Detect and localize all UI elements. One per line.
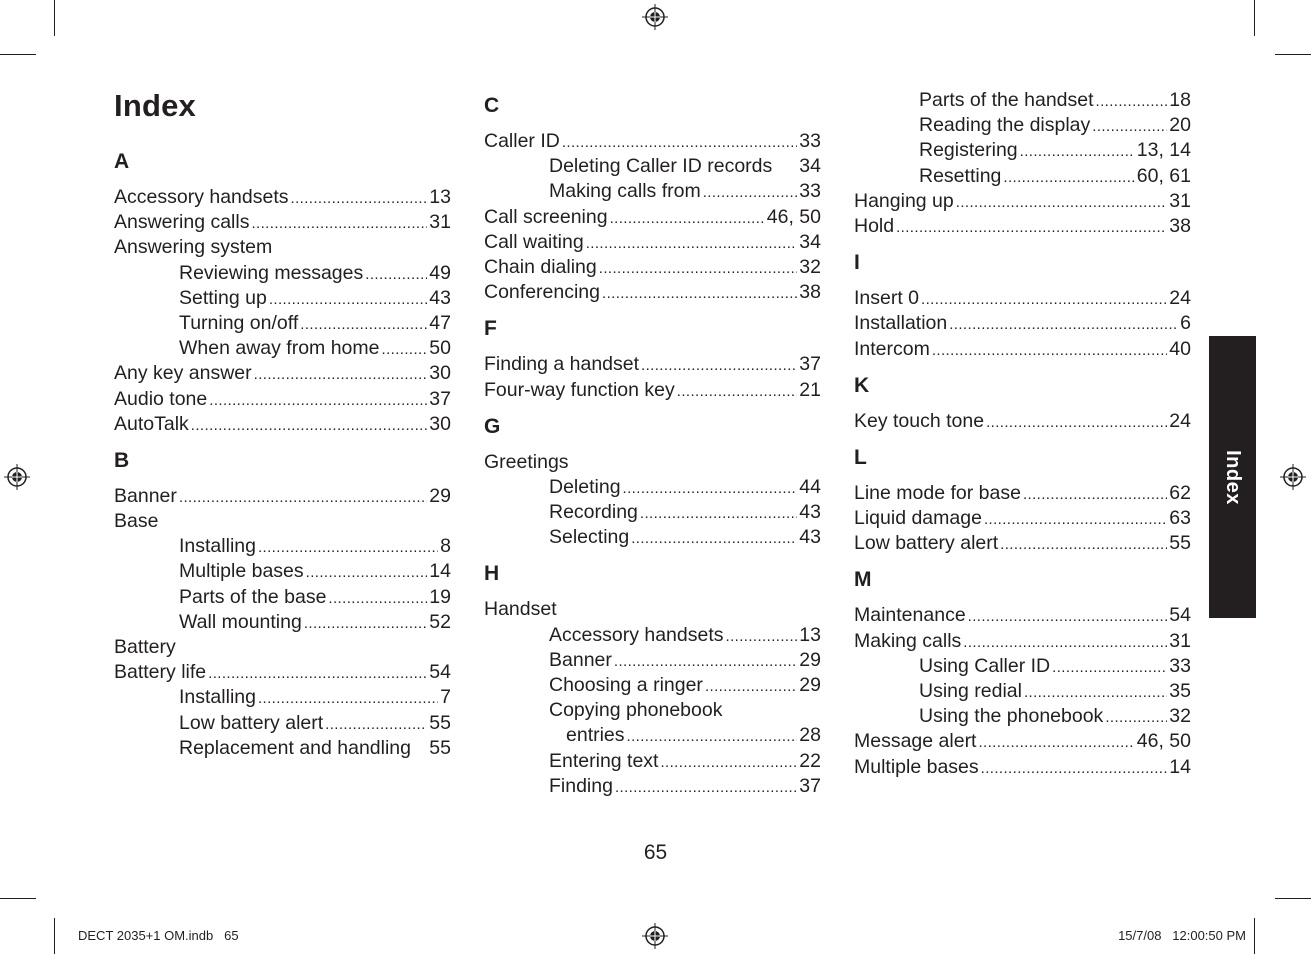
index-entry-term: Reviewing messages xyxy=(179,261,364,284)
index-entry xyxy=(114,685,451,710)
dot-leader xyxy=(586,231,798,256)
index-entry xyxy=(484,450,821,475)
dot-leader xyxy=(254,362,428,387)
index-entry xyxy=(114,534,451,559)
index-entry-term: Multiple bases xyxy=(854,755,979,778)
index-entry-page: 31 xyxy=(1169,189,1191,212)
index-entry-page: 22 xyxy=(799,749,821,772)
section-tab xyxy=(1209,336,1256,618)
index-column-2 xyxy=(484,88,821,799)
index-entry-term: Copying phonebook xyxy=(549,699,723,722)
index-entry-page: 40 xyxy=(1169,337,1191,360)
dot-leader xyxy=(660,750,797,775)
index-entry-term: Maintenance xyxy=(854,604,966,627)
index-entry-term: Accessory handsets xyxy=(114,186,289,208)
dot-leader xyxy=(258,535,438,560)
index-entry-page: 49 xyxy=(429,261,451,284)
dot-leader xyxy=(306,560,428,585)
index-entry-page: 37 xyxy=(799,774,821,797)
index-entry xyxy=(484,129,821,154)
dot-leader xyxy=(968,604,1168,629)
dot-leader xyxy=(978,730,1134,755)
index-entry xyxy=(854,506,1191,531)
index-entry-term: Choosing a ringer xyxy=(549,674,703,696)
index-entry-term: Banner xyxy=(114,484,177,507)
index-entry xyxy=(114,660,451,685)
index-entry-term: Installing xyxy=(179,535,256,558)
index-entry xyxy=(114,235,451,260)
dot-leader xyxy=(949,312,1178,337)
dot-leader xyxy=(258,686,438,711)
index-entry-term: Accessory handsets xyxy=(549,623,724,646)
index-entry xyxy=(114,509,451,534)
index-entry-term: Low battery alert xyxy=(854,532,999,555)
index-entry-term: Insert 0 xyxy=(854,287,920,310)
index-entry-term: Reading the display xyxy=(919,114,1091,137)
index-entry xyxy=(854,164,1191,189)
index-entry-term: Installing xyxy=(179,686,256,709)
index-entry xyxy=(854,729,1191,754)
dot-leader xyxy=(1020,139,1135,164)
index-entry-page: 44 xyxy=(799,475,821,498)
index-entry xyxy=(114,336,451,361)
dot-leader xyxy=(921,287,1167,312)
dot-leader xyxy=(251,211,427,236)
dot-leader xyxy=(382,337,428,362)
index-entry-term: Message alert xyxy=(854,730,977,753)
index-entry xyxy=(854,755,1191,780)
index-entry-page: 14 xyxy=(1169,755,1191,778)
index-entry xyxy=(854,679,1191,704)
print-slug-file: DECT 2035+1 OM.indb 65 xyxy=(78,928,239,943)
index-entry xyxy=(114,185,451,210)
index-letter-heading: A xyxy=(114,150,130,173)
index-entry xyxy=(114,484,451,509)
index-entry-term: Installation xyxy=(854,312,948,335)
index-entry-term: Hanging up xyxy=(854,189,954,212)
index-entry xyxy=(114,387,451,412)
index-entry-term: Deleting xyxy=(549,475,621,498)
index-letter-heading: C xyxy=(484,94,500,117)
index-entry-term: Parts of the base xyxy=(179,585,327,608)
print-slug-timestamp: 15/7/08 12:00:50 PM xyxy=(1118,928,1246,943)
dot-leader xyxy=(640,501,797,526)
index-entry-page: 7 xyxy=(440,686,451,709)
dot-leader xyxy=(291,186,428,211)
index-entry xyxy=(484,698,821,723)
index-entry-page: 32 xyxy=(1169,705,1191,728)
index-entry-term: Answering calls xyxy=(114,211,250,234)
index-entry xyxy=(484,623,821,648)
index-entry xyxy=(854,311,1191,336)
index-entry-term: entries xyxy=(566,724,625,747)
dot-leader xyxy=(208,661,427,686)
dot-leader xyxy=(631,526,797,551)
dot-leader xyxy=(1000,532,1167,557)
crop-mark xyxy=(0,54,36,55)
index-entry xyxy=(114,635,451,660)
index-entry xyxy=(114,311,451,336)
index-letter-heading: L xyxy=(854,445,867,469)
index-letter-heading: G xyxy=(484,414,501,438)
index-entry-term: Handset xyxy=(484,598,557,621)
index-entry xyxy=(854,629,1191,654)
index-entry-page: 62 xyxy=(1169,481,1191,504)
index-entry xyxy=(114,559,451,584)
dot-leader xyxy=(677,379,798,404)
index-entry xyxy=(114,361,451,386)
index-entry-page: 60, 61 xyxy=(1136,164,1191,187)
index-entry-page: 55 xyxy=(429,711,451,734)
index-entry-term: Line mode for base xyxy=(854,481,1021,504)
index-entry-page: 32 xyxy=(799,255,821,278)
index-entry-term: Battery xyxy=(114,636,176,658)
index-entry xyxy=(854,409,1191,434)
dot-leader xyxy=(1023,482,1167,507)
index-entry-page: 20 xyxy=(1169,114,1191,137)
index-entry-page: 13 xyxy=(799,623,821,646)
index-entry-page: 43 xyxy=(799,526,821,549)
index-entry xyxy=(854,337,1191,362)
index-entry xyxy=(854,113,1191,138)
index-entry-page: 13, 14 xyxy=(1136,139,1191,162)
index-entry-page: 54 xyxy=(429,661,451,684)
crop-mark xyxy=(54,0,55,36)
index-entry-page: 55 xyxy=(429,736,451,759)
index-entry-page: 47 xyxy=(429,311,451,334)
registration-mark-icon xyxy=(642,923,668,949)
registration-mark-icon xyxy=(1280,464,1306,490)
dot-leader xyxy=(703,180,798,205)
crop-mark xyxy=(1275,898,1311,899)
index-entry xyxy=(484,597,821,622)
index-entry xyxy=(484,525,821,550)
index-entry-page: 35 xyxy=(1169,680,1191,702)
index-entry xyxy=(114,210,451,235)
index-entry xyxy=(484,280,821,305)
index-entry-page: 63 xyxy=(1169,507,1191,530)
index-entry-term: Liquid damage xyxy=(854,507,982,530)
dot-leader xyxy=(623,476,798,501)
dot-leader xyxy=(300,312,427,337)
dot-leader xyxy=(614,649,797,674)
index-entry-term: When away from home xyxy=(179,337,380,360)
index-entry xyxy=(114,412,451,437)
index-entry-page: 21 xyxy=(799,378,821,401)
dot-leader xyxy=(705,674,797,699)
index-entry xyxy=(484,179,821,204)
index-entry xyxy=(114,711,451,736)
index-entry-term: Turning on/off xyxy=(179,311,299,334)
dot-leader xyxy=(1105,705,1167,730)
index-letter-heading: K xyxy=(854,373,870,397)
index-letter-heading: H xyxy=(484,562,500,586)
dot-leader xyxy=(986,410,1167,435)
index-entry-term: Entering text xyxy=(549,749,659,772)
index-entry-page: 54 xyxy=(1169,604,1191,627)
index-entry-term: Call screening xyxy=(484,205,608,228)
index-entry xyxy=(484,255,821,280)
index-entry-page: 6 xyxy=(1180,312,1191,335)
index-entry-term: Base xyxy=(114,510,159,533)
dot-leader xyxy=(304,611,427,636)
index-entry-term: Finding a handset xyxy=(484,353,640,376)
index-entry xyxy=(484,378,821,403)
dot-leader xyxy=(896,215,1167,240)
index-entry xyxy=(484,774,821,799)
index-entry-page: 46, 50 xyxy=(766,205,821,228)
index-entry-term: Using the phonebook xyxy=(919,705,1104,728)
index-entry-page: 31 xyxy=(1169,629,1191,652)
index-entry-page: 14 xyxy=(429,560,451,583)
index-entry-term: Greetings xyxy=(484,450,569,473)
dot-leader xyxy=(562,130,797,155)
index-entry-page: 30 xyxy=(429,412,451,435)
index-entry xyxy=(484,500,821,525)
index-entry xyxy=(854,138,1191,163)
dot-leader xyxy=(932,338,1167,363)
index-entry-term: Parts of the handset xyxy=(919,89,1094,111)
dot-leader xyxy=(984,507,1167,532)
index-column-3 xyxy=(854,88,1191,780)
index-entry xyxy=(854,286,1191,311)
index-entry-term: Any key answer xyxy=(114,362,252,385)
page-title: Index xyxy=(114,88,196,123)
index-entry xyxy=(854,654,1191,679)
dot-leader xyxy=(269,287,427,312)
index-entry-page: 29 xyxy=(799,674,821,696)
index-entry-term: Using redial xyxy=(919,680,1022,702)
registration-mark-icon xyxy=(642,4,668,30)
dot-leader xyxy=(641,353,797,378)
index-entry-term: AutoTalk xyxy=(114,412,189,435)
index-entry xyxy=(854,481,1191,506)
dot-leader xyxy=(1096,89,1168,114)
index-entry xyxy=(484,205,821,230)
index-entry-page: 31 xyxy=(429,211,451,234)
index-entry-page: 34 xyxy=(799,230,821,253)
index-entry-page: 55 xyxy=(1169,532,1191,555)
index-entry xyxy=(484,673,821,698)
index-entry-page: 13 xyxy=(429,186,451,208)
dot-leader xyxy=(615,775,797,800)
index-letter-heading: B xyxy=(114,448,130,472)
index-entry-page: 37 xyxy=(799,353,821,376)
index-entry-term: Wall mounting xyxy=(179,610,302,633)
index-entry-term: Making calls from xyxy=(549,180,701,203)
index-entry-term: Conferencing xyxy=(484,281,600,304)
index-entry-term: Call waiting xyxy=(484,230,584,253)
dot-leader xyxy=(1024,680,1167,705)
dot-leader xyxy=(963,630,1167,655)
index-entry-page: 38 xyxy=(799,281,821,304)
dot-leader xyxy=(191,413,428,438)
index-entry xyxy=(854,88,1191,113)
index-entry-page: 8 xyxy=(440,535,451,558)
index-entry xyxy=(114,261,451,286)
index-entry xyxy=(854,603,1191,628)
index-entry-term: Setting up xyxy=(179,286,267,309)
index-entry-term: Deleting Caller ID records xyxy=(549,155,773,178)
dot-leader xyxy=(328,586,427,611)
index-entry xyxy=(854,704,1191,729)
index-entry-page: 52 xyxy=(429,610,451,633)
index-entry xyxy=(114,286,451,311)
index-entry-page: 46, 50 xyxy=(1136,730,1191,753)
registration-mark-icon xyxy=(4,464,30,490)
index-entry-term: Four-way function key xyxy=(484,378,675,401)
index-entry-term: Resetting xyxy=(919,164,1002,187)
index-entry-page: 43 xyxy=(429,286,451,309)
index-entry xyxy=(484,723,821,748)
index-entry xyxy=(854,189,1191,214)
crop-mark xyxy=(1254,918,1255,954)
dot-leader xyxy=(599,256,798,281)
page-number: 65 xyxy=(643,841,668,864)
index-entry xyxy=(114,585,451,610)
index-entry xyxy=(114,610,451,635)
index-entry-term: Intercom xyxy=(854,337,930,360)
dot-leader xyxy=(956,190,1168,215)
index-entry-page: 34 xyxy=(799,155,821,178)
index-entry-term: Chain dialing xyxy=(484,255,597,278)
index-entry-term: Key touch tone xyxy=(854,409,985,432)
index-entry xyxy=(484,352,821,377)
index-entry-term: Answering system xyxy=(114,236,273,259)
dot-leader xyxy=(325,712,427,737)
index-entry-term: Low battery alert xyxy=(179,711,324,734)
index-entry-term: Recording xyxy=(549,501,638,524)
index-entry-term: Caller ID xyxy=(484,130,560,152)
index-entry-page: 24 xyxy=(1169,287,1191,310)
index-entry xyxy=(854,531,1191,556)
index-entry xyxy=(484,230,821,255)
index-entry-page: 24 xyxy=(1169,409,1191,432)
index-entry-term: Battery life xyxy=(114,661,207,684)
dot-leader xyxy=(627,724,798,749)
index-letter-heading: I xyxy=(854,251,860,275)
index-entry-page: 19 xyxy=(429,585,451,608)
dot-leader xyxy=(726,624,798,649)
index-entry-page: 50 xyxy=(429,337,451,360)
crop-mark xyxy=(0,898,36,899)
index-entry-page: 43 xyxy=(799,501,821,524)
dot-leader xyxy=(981,756,1168,781)
dot-leader xyxy=(1052,655,1167,680)
index-entry xyxy=(484,154,821,179)
dot-leader xyxy=(1092,114,1167,139)
index-entry-term: Multiple bases xyxy=(179,560,304,583)
index-entry-page: 28 xyxy=(799,724,821,747)
section-tab-label: Index xyxy=(1222,449,1244,505)
dot-leader xyxy=(179,485,427,510)
index-entry-term: Replacement and handling xyxy=(179,736,412,759)
index-entry-term: Hold xyxy=(854,214,895,237)
dot-leader xyxy=(602,281,797,306)
index-entry-term: Finding xyxy=(549,774,613,797)
index-entry-term: Audio tone xyxy=(114,387,208,410)
index-entry-term: Making calls xyxy=(854,629,962,652)
dot-leader xyxy=(610,206,765,231)
index-entry-term: Selecting xyxy=(549,526,630,549)
index-entry-page: 33 xyxy=(799,180,821,203)
dot-leader xyxy=(209,388,427,413)
index-entry xyxy=(114,736,451,761)
index-entry-page: 33 xyxy=(799,130,821,152)
crop-mark xyxy=(1275,54,1311,55)
index-entry-page: 29 xyxy=(429,484,451,507)
dot-leader xyxy=(1003,165,1134,190)
index-entry xyxy=(484,749,821,774)
index-entry xyxy=(484,475,821,500)
index-entry-page: 33 xyxy=(1169,654,1191,677)
index-column-1 xyxy=(114,144,451,761)
index-letter-heading: F xyxy=(484,317,497,341)
index-entry-page: 29 xyxy=(799,648,821,671)
crop-mark xyxy=(1254,0,1255,36)
index-entry xyxy=(484,648,821,673)
crop-mark xyxy=(54,918,55,954)
index-entry-page: 37 xyxy=(429,387,451,410)
index-entry-term: Using Caller ID xyxy=(919,654,1051,677)
dot-leader xyxy=(365,262,427,287)
index-entry-page: 38 xyxy=(1169,214,1191,237)
index-letter-heading: M xyxy=(854,568,872,592)
index-entry-page: 30 xyxy=(429,362,451,385)
index-entry-page: 18 xyxy=(1169,89,1191,111)
index-entry xyxy=(854,214,1191,239)
index-entry-term: Registering xyxy=(919,139,1018,162)
index-entry-term: Banner xyxy=(549,648,612,671)
